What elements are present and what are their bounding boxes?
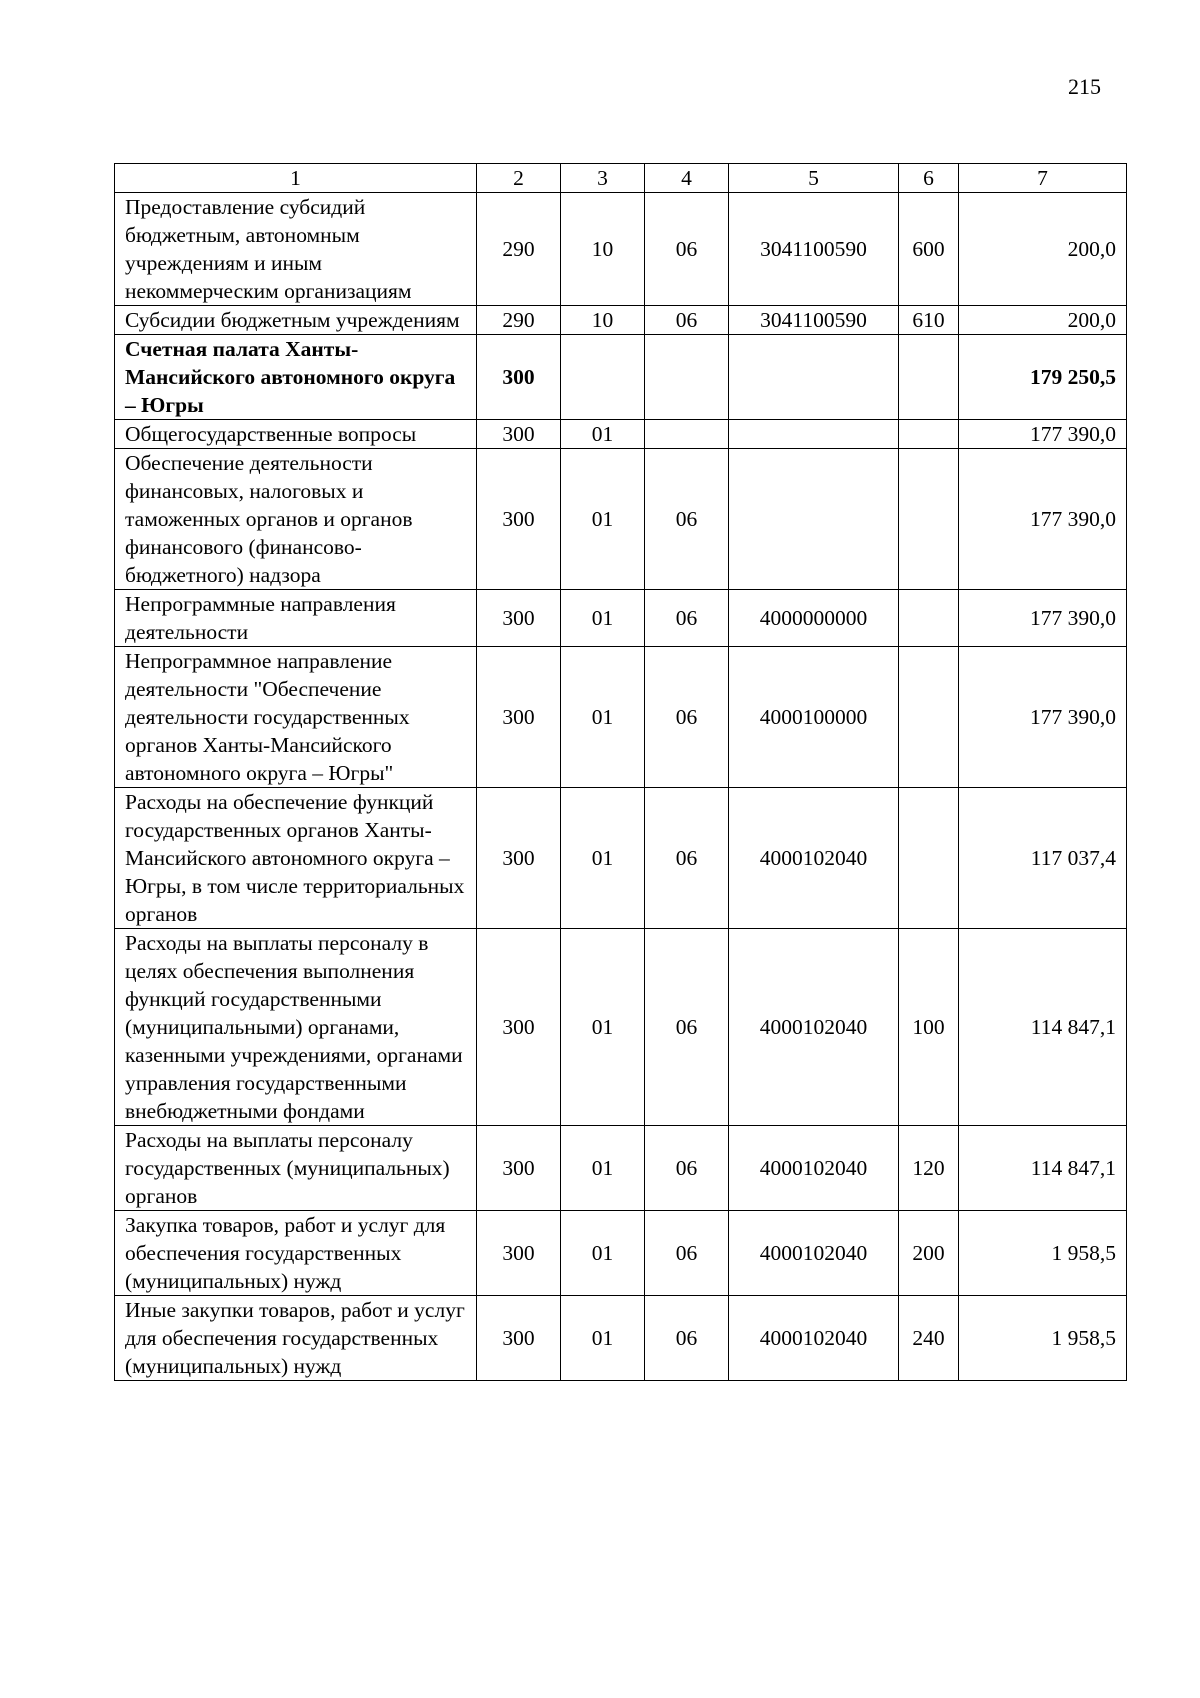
row-target-cell: 4000102040 (729, 1126, 899, 1211)
page-number: 215 (1068, 74, 1101, 99)
row-subsection-cell (645, 420, 729, 449)
row-section-cell (561, 335, 645, 420)
row-section-cell: 01 (561, 420, 645, 449)
row-name-cell: Расходы на обеспечение функций государственных органов Ханты-Мансийского автономного округа – Югры, в том числе территориальных органов (115, 788, 477, 929)
row-type-cell (899, 420, 959, 449)
table-row (115, 449, 1127, 590)
column-header: 5 (729, 164, 899, 193)
row-amount-cell: 177 390,0 (959, 449, 1127, 590)
row-subsection-cell: 06 (645, 1211, 729, 1296)
row-code-cell: 290 (477, 306, 561, 335)
row-subsection-cell: 06 (645, 590, 729, 647)
row-name-cell: Обеспечение деятельности финансовых, налоговых и таможенных органов и органов финансового (финансово-бюджетного) надзора (115, 449, 477, 590)
row-type-cell: 600 (899, 193, 959, 306)
row-subsection-cell: 06 (645, 306, 729, 335)
row-amount-cell: 200,0 (959, 193, 1127, 306)
row-name-cell: Иные закупки товаров, работ и услуг для обеспечения государственных (муниципальных) нужд (115, 1296, 477, 1381)
row-amount-cell: 179 250,5 (959, 335, 1127, 420)
row-section-cell: 10 (561, 193, 645, 306)
row-subsection-cell: 06 (645, 788, 729, 929)
table-row (115, 193, 1127, 306)
row-target-cell: 4000102040 (729, 1296, 899, 1381)
column-header: 2 (477, 164, 561, 193)
row-target-cell: 3041100590 (729, 193, 899, 306)
row-code-cell: 300 (477, 1126, 561, 1211)
row-section-cell: 01 (561, 449, 645, 590)
row-target-cell: 4000100000 (729, 647, 899, 788)
budget-table (114, 163, 1127, 1381)
row-subsection-cell: 06 (645, 1126, 729, 1211)
column-header: 7 (959, 164, 1127, 193)
column-header: 4 (645, 164, 729, 193)
row-amount-cell: 114 847,1 (959, 929, 1127, 1126)
row-type-cell (899, 647, 959, 788)
table-row (115, 420, 1127, 449)
row-code-cell: 300 (477, 1296, 561, 1381)
table-row (115, 929, 1127, 1126)
row-subsection-cell: 06 (645, 647, 729, 788)
row-section-cell: 10 (561, 306, 645, 335)
row-type-cell (899, 788, 959, 929)
row-section-cell: 01 (561, 1211, 645, 1296)
row-type-cell: 240 (899, 1296, 959, 1381)
row-amount-cell: 177 390,0 (959, 590, 1127, 647)
row-name-cell: Общегосударственные вопросы (115, 420, 477, 449)
row-section-cell: 01 (561, 590, 645, 647)
row-type-cell: 610 (899, 306, 959, 335)
row-type-cell (899, 590, 959, 647)
row-subsection-cell (645, 335, 729, 420)
row-name-cell: Непрограммное направление деятельности "Обеспечение деятельности государственных органов Ханты-Мансийского автономного округа – Югры" (115, 647, 477, 788)
row-amount-cell: 114 847,1 (959, 1126, 1127, 1211)
row-amount-cell: 1 958,5 (959, 1296, 1127, 1381)
row-subsection-cell: 06 (645, 1296, 729, 1381)
row-code-cell: 300 (477, 647, 561, 788)
table-row (115, 590, 1127, 647)
row-code-cell: 300 (477, 420, 561, 449)
row-name-cell: Предоставление субсидий бюджетным, автономным учреждениям и иным некоммерческим организациям (115, 193, 477, 306)
row-section-cell: 01 (561, 1126, 645, 1211)
table-row (115, 647, 1127, 788)
row-type-cell (899, 449, 959, 590)
row-target-cell: 4000102040 (729, 929, 899, 1126)
row-code-cell: 300 (477, 590, 561, 647)
column-header: 3 (561, 164, 645, 193)
row-subsection-cell: 06 (645, 193, 729, 306)
row-section-cell: 01 (561, 788, 645, 929)
row-amount-cell: 1 958,5 (959, 1211, 1127, 1296)
row-target-cell: 3041100590 (729, 306, 899, 335)
row-amount-cell: 177 390,0 (959, 420, 1127, 449)
row-name-cell: Счетная палата Ханты-Мансийского автономного округа – Югры (115, 335, 477, 420)
row-target-cell: 4000102040 (729, 788, 899, 929)
row-section-cell: 01 (561, 647, 645, 788)
row-code-cell: 300 (477, 788, 561, 929)
row-target-cell (729, 420, 899, 449)
column-header: 6 (899, 164, 959, 193)
row-subsection-cell: 06 (645, 449, 729, 590)
row-target-cell: 4000000000 (729, 590, 899, 647)
row-code-cell: 290 (477, 193, 561, 306)
row-target-cell (729, 449, 899, 590)
column-header: 1 (115, 164, 477, 193)
row-code-cell: 300 (477, 1211, 561, 1296)
row-amount-cell: 177 390,0 (959, 647, 1127, 788)
table-row (115, 335, 1127, 420)
table-header-row (115, 164, 1127, 193)
row-name-cell: Непрограммные направления деятельности (115, 590, 477, 647)
row-amount-cell: 117 037,4 (959, 788, 1127, 929)
row-code-cell: 300 (477, 449, 561, 590)
row-name-cell: Субсидии бюджетным учреждениям (115, 306, 477, 335)
table-row (115, 306, 1127, 335)
row-target-cell: 4000102040 (729, 1211, 899, 1296)
row-type-cell: 100 (899, 929, 959, 1126)
row-target-cell (729, 335, 899, 420)
row-name-cell: Расходы на выплаты персоналу государственных (муниципальных) органов (115, 1126, 477, 1211)
row-type-cell (899, 335, 959, 420)
table-row (115, 1296, 1127, 1381)
row-type-cell: 120 (899, 1126, 959, 1211)
table-row (115, 1211, 1127, 1296)
row-section-cell: 01 (561, 1296, 645, 1381)
row-name-cell: Закупка товаров, работ и услуг для обеспечения государственных (муниципальных) нужд (115, 1211, 477, 1296)
row-code-cell: 300 (477, 335, 561, 420)
row-subsection-cell: 06 (645, 929, 729, 1126)
row-code-cell: 300 (477, 929, 561, 1126)
row-amount-cell: 200,0 (959, 306, 1127, 335)
row-name-cell: Расходы на выплаты персоналу в целях обеспечения выполнения функций государственными (муниципальными) органами, казенными учреждениями, органами управления государственными внебюджетными фондами (115, 929, 477, 1126)
row-section-cell: 01 (561, 929, 645, 1126)
table-row (115, 788, 1127, 929)
row-type-cell: 200 (899, 1211, 959, 1296)
table-row (115, 1126, 1127, 1211)
